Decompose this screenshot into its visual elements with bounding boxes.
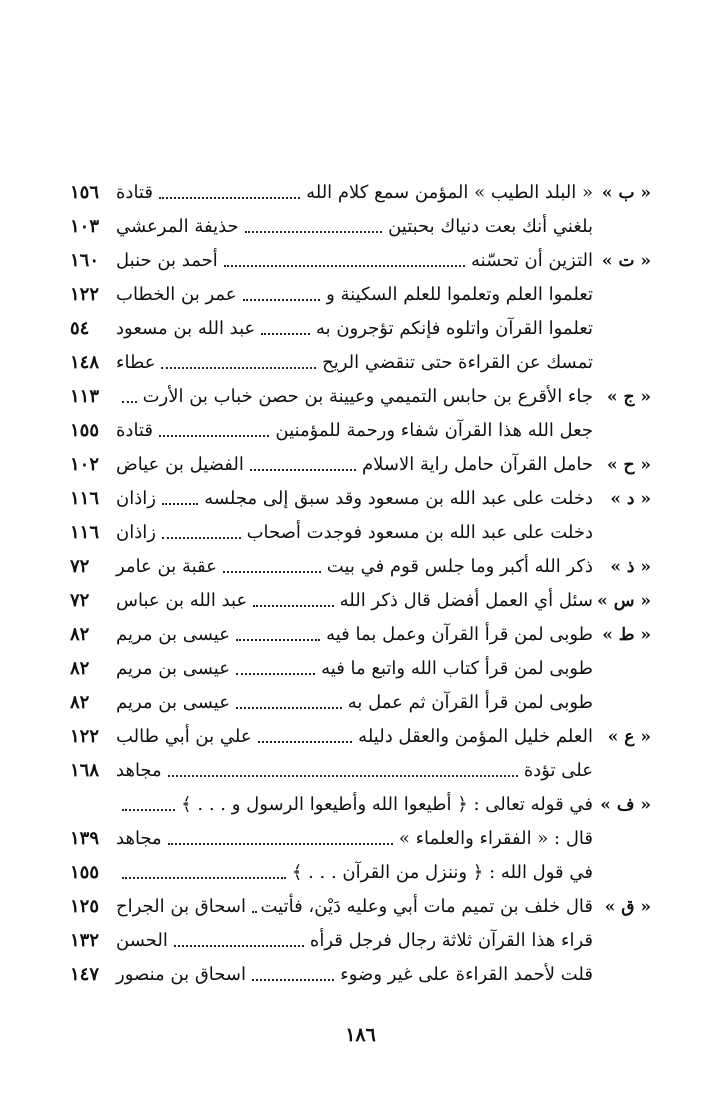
index-entries [70, 176, 651, 992]
entry-body [70, 890, 593, 924]
entry-author: حذيفة المرعشي [116, 216, 239, 237]
entry-author: عمر بن الخطاب [116, 284, 237, 305]
entry-text: ذكر الله أكبر وما جلس قوم في بيت [326, 556, 593, 577]
index-entry [70, 652, 651, 686]
entry-author: عطاء [116, 352, 156, 373]
entry-text: قال : « الفقراء والعلماء » [398, 828, 593, 849]
entry-body [70, 516, 593, 550]
section-letter: « د » [610, 489, 651, 509]
entry-text: « البلد الطيب » المؤمن سمع كلام الله [306, 182, 593, 203]
entry-author: عيسى بن مريم [116, 624, 230, 645]
entry-page-number: ٧٢ [70, 590, 90, 611]
entry-body [70, 312, 593, 346]
entry-author: عيسى بن مريم [116, 658, 230, 679]
entry-body [70, 788, 593, 822]
dot-leader [161, 367, 316, 369]
index-entry [70, 754, 651, 788]
index-entry [70, 516, 651, 550]
dot-leader [168, 843, 393, 845]
index-entry [70, 244, 651, 278]
dot-leader [243, 299, 321, 301]
section-letter: « ج » [606, 387, 651, 407]
entry-author: عيسى بن مريم [116, 692, 230, 713]
entry-author: اسحاق بن منصور [116, 964, 246, 985]
entry-page-number: ١٥٦ [70, 182, 100, 203]
entry-body [70, 958, 593, 992]
entry-body [70, 448, 593, 482]
entry-page-number: ١٥٥ [70, 420, 100, 441]
index-entry [70, 822, 651, 856]
entry-author: عقبة بن عامر [116, 556, 217, 577]
entry-text: جاء الأقرع بن حابس التميمي وعيينة بن حصن خباب بن الأرت [142, 386, 593, 407]
entry-page-number: ١١٣ [70, 386, 100, 407]
entry-text: قلت لأحمد القراءة على غير وضوء [340, 964, 593, 985]
index-entry [70, 210, 651, 244]
entry-page-number: ١٥٥ [70, 862, 100, 883]
index-entry [70, 448, 651, 482]
entry-author: عبد الله بن مسعود [116, 318, 256, 339]
entry-text: جعل الله هذا القرآن شفاء ورحمة للمؤمنين [275, 420, 593, 441]
entry-author: اسحاق بن الجراح [116, 896, 246, 917]
entry-text: على تؤدة [523, 760, 593, 781]
section-letter: « ف » [600, 795, 651, 815]
entry-text: دخلت على عبد الله بن مسعود فوجدت أصحاب [246, 522, 593, 543]
entry-text: سئل أي العمل أفضل قال ذكر الله [339, 590, 593, 611]
entry-body [70, 176, 593, 210]
entry-body [70, 720, 593, 754]
entry-text: طوبى لمن قرأ القرآن وعمل بما فيه [326, 624, 593, 645]
entry-body [70, 924, 593, 958]
index-entry [70, 720, 651, 754]
index-entry [70, 584, 651, 618]
entry-page-number: ١٦٨ [70, 760, 100, 781]
dot-leader [245, 231, 382, 233]
index-entry [70, 788, 651, 822]
entry-text: العلم خليل المؤمن والعقل دليله [358, 726, 593, 747]
entry-text: قال خلف بن تميم مات أبي وعليه دَيْن، فأتيت [260, 896, 593, 917]
index-entry [70, 312, 651, 346]
entry-text: تعلموا العلم وتعلموا للعلم السكينة و [326, 284, 593, 305]
dot-leader [162, 537, 241, 539]
entry-page-number: ١١٦ [70, 522, 100, 543]
entry-author: زاذان [116, 522, 156, 543]
entry-page-number: ١٢٥ [70, 896, 100, 917]
section-letter: « س » [597, 591, 651, 611]
entry-page-number: ١٢٢ [70, 284, 100, 305]
entry-text: في قول الله : ﴿ وننزل من القرآن . . . ﴾ [291, 862, 593, 883]
dot-leader [122, 809, 175, 811]
dot-leader [162, 503, 198, 505]
entry-author: زاذان [116, 488, 156, 509]
dot-leader [252, 979, 334, 981]
entry-body [70, 822, 593, 856]
entry-page-number: ١٠٣ [70, 216, 100, 237]
section-letter: « ق » [604, 897, 651, 917]
entry-page-number: ١٤٧ [70, 964, 100, 985]
dot-leader [258, 741, 353, 743]
entry-page-number: ١٠٢ [70, 454, 100, 475]
entry-body [70, 618, 593, 652]
dot-leader [122, 401, 137, 403]
index-entry [70, 550, 651, 584]
dot-leader [159, 197, 300, 199]
entry-author: قتادة [116, 420, 153, 441]
entry-text: تعلموا القرآن واتلوه فإنكم تؤجرون به [315, 318, 593, 339]
index-entry [70, 482, 651, 516]
entry-page-number: ١٣٢ [70, 930, 100, 951]
entry-page-number: ٧٢ [70, 556, 90, 577]
entry-author: الحسن [116, 930, 168, 951]
entry-page-number: ١١٦ [70, 488, 100, 509]
index-entry [70, 618, 651, 652]
index-entry [70, 890, 651, 924]
entry-author: مجاهد [116, 828, 162, 849]
section-letter: « ع » [607, 727, 651, 747]
entry-body [70, 346, 593, 380]
entry-body [70, 856, 593, 890]
dot-leader [122, 877, 286, 879]
dot-leader [236, 707, 342, 709]
index-entry [70, 924, 651, 958]
index-entry [70, 346, 651, 380]
index-entry [70, 176, 651, 210]
entry-page-number: ١٣٩ [70, 828, 100, 849]
entry-author: الفضيل بن عياض [116, 454, 244, 475]
index-entry [70, 380, 651, 414]
entry-body [70, 414, 593, 448]
entry-text: بلغني أنك بعت دنياك بحبتين [388, 216, 593, 237]
entry-text: دخلت على عبد الله بن مسعود وقد سبق إلى مجلسه [204, 488, 593, 509]
entry-page-number: ٨٢ [70, 624, 90, 645]
section-letter: « ذ » [610, 557, 651, 577]
dot-leader [223, 571, 321, 573]
dot-leader [159, 435, 269, 437]
entry-text: قراء هذا القرآن ثلاثة رجال فرجل قرأه [309, 930, 593, 951]
dot-leader [236, 639, 320, 641]
page-number: ١٨٦ [345, 1024, 376, 1046]
entry-body [70, 584, 593, 618]
section-letter: « ط » [602, 625, 651, 645]
index-entry [70, 958, 651, 992]
entry-page-number: ٨٢ [70, 692, 90, 713]
entry-body [70, 550, 593, 584]
section-letter: « ح » [606, 455, 651, 475]
entry-text: في قوله تعالى : ﴿ أطيعوا الله وأطيعوا الرسول و . . . ﴾ [181, 794, 593, 815]
entry-author: قتادة [116, 182, 153, 203]
entry-page-number: ٨٢ [70, 658, 90, 679]
dot-leader [250, 469, 356, 471]
index-entry [70, 414, 651, 448]
entry-body [70, 686, 593, 720]
index-entry [70, 856, 651, 890]
dot-leader [224, 265, 465, 267]
entry-page-number: ١٦٠ [70, 250, 100, 271]
entry-author: علي بن أبي طالب [116, 726, 252, 747]
dot-leader [253, 605, 333, 607]
dot-leader [168, 775, 518, 777]
entry-author: عبد الله بن عباس [116, 590, 248, 611]
entry-body [70, 380, 593, 414]
entry-body [70, 244, 593, 278]
entry-page-number: ١٢٢ [70, 726, 100, 747]
entry-body [70, 652, 593, 686]
entry-text: حامل القرآن حامل راية الاسلام [362, 454, 593, 475]
entry-text: التزين أن تحسّنه [471, 250, 593, 271]
index-entry [70, 278, 651, 312]
entry-author: أحمد بن حنبل [116, 250, 218, 271]
entry-text: طوبى لمن قرأ القرآن ثم عمل به [347, 692, 593, 713]
section-letter: « ت » [601, 251, 651, 271]
section-letter: « ب » [601, 183, 651, 203]
dot-leader [252, 911, 255, 913]
entry-text: تمسك عن القراءة حتى تنقضي الريح [322, 352, 593, 373]
entry-body [70, 754, 593, 788]
dot-leader [174, 945, 304, 947]
entry-page-number: ١٤٨ [70, 352, 100, 373]
entry-text: طوبى لمن قرأ كتاب الله واتبع ما فيه [321, 658, 593, 679]
entry-body [70, 210, 593, 244]
entry-body [70, 482, 593, 516]
entry-body [70, 278, 593, 312]
entry-author: مجاهد [116, 760, 162, 781]
index-entry [70, 686, 651, 720]
dot-leader [261, 333, 310, 335]
dot-leader [236, 673, 315, 675]
entry-page-number: ٥٤ [70, 318, 90, 339]
